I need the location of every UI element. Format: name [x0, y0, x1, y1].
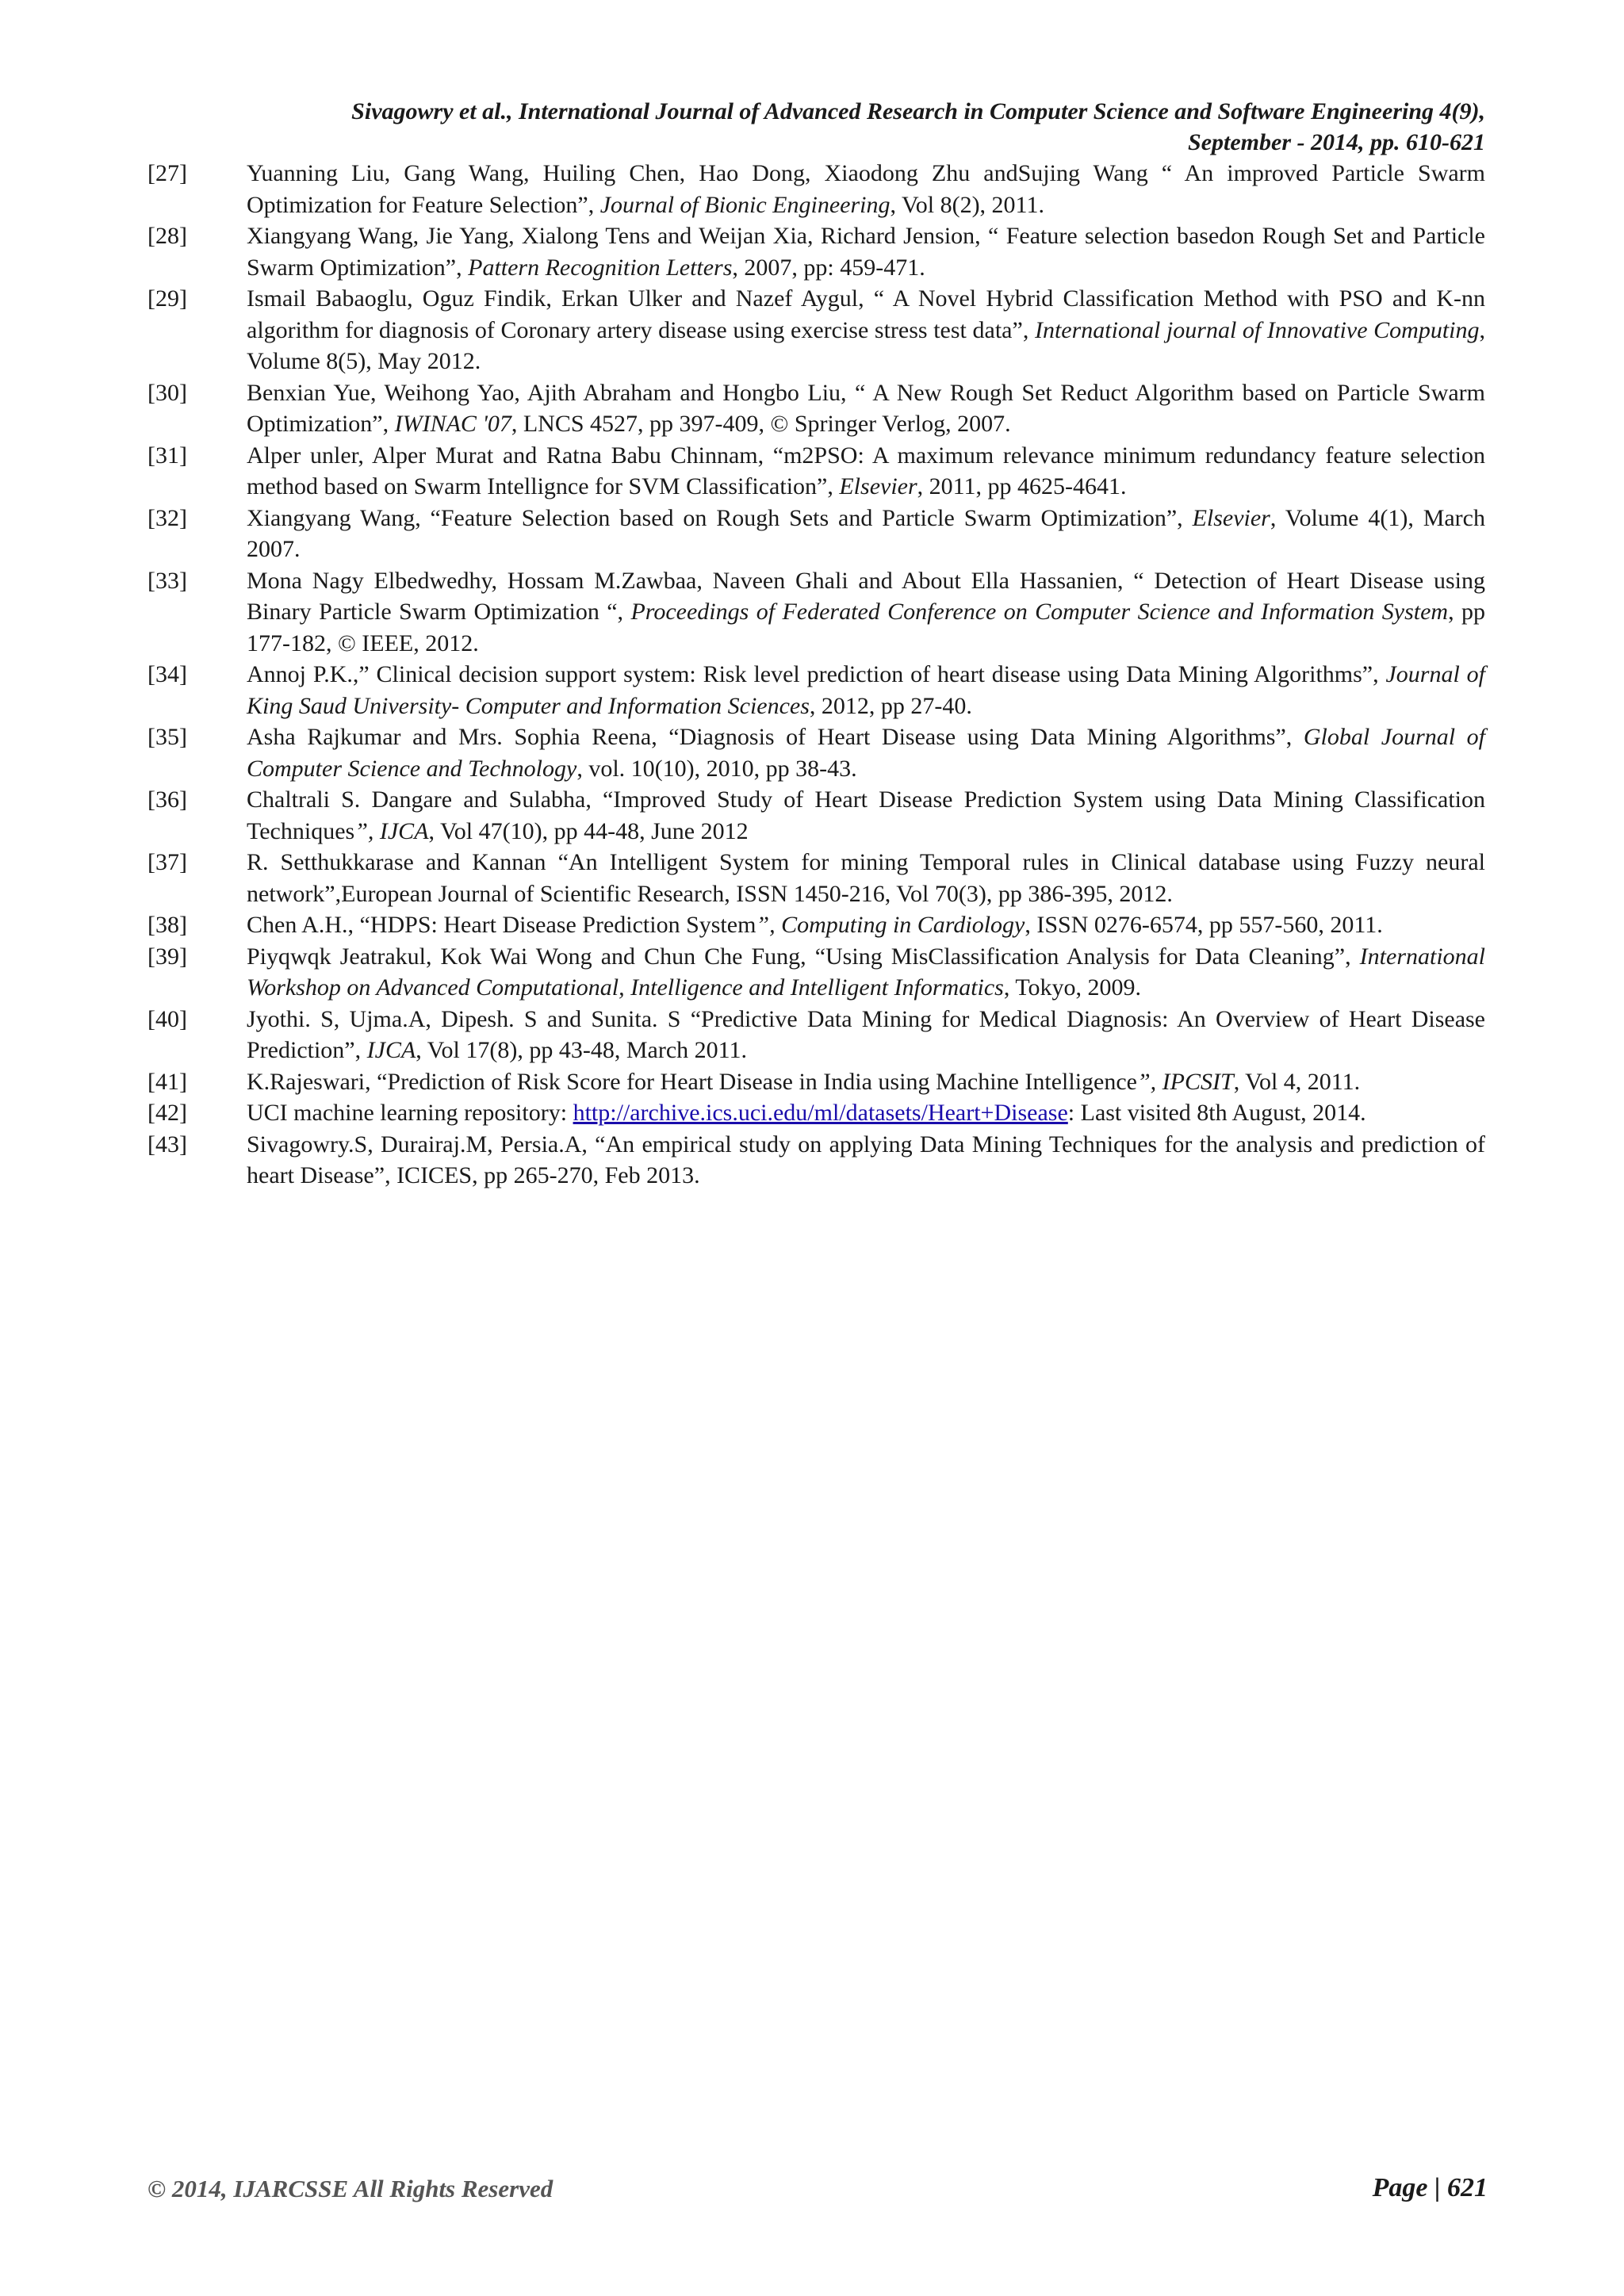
- reference-segment: Alper unler, Alper Murat and Ratna Babu Chinnam, “m2PSO: A maximum relevance minimum redundancy feature selection method based on Swarm Intellignce for SVM Classification”,: [247, 442, 1485, 499]
- reference-segment: , Vol 4, 2011.: [1233, 1068, 1361, 1095]
- reference-segment: , Vol 8(2), 2011.: [890, 191, 1044, 218]
- reference-number: [33]: [147, 567, 187, 594]
- reference-item: [147, 220, 1485, 283]
- reference-item: [147, 659, 1485, 721]
- reference-text: [247, 377, 1485, 440]
- reference-source-italic: Journal of Bionic Engineering: [599, 191, 891, 218]
- reference-text: [247, 847, 1485, 909]
- reference-segment: R. Setthukkarase and Kannan “An Intelligent System for mining Temporal rules in Clinical database using Fuzzy neural network”,European Journal of Scientific Research, ISSN 1450-216, Vol 70(3), pp 386-395, 2012.: [247, 849, 1485, 907]
- copyright-footer: © 2014, IJARCSSE All Rights Reserved: [147, 2175, 553, 2202]
- reference-text: [247, 283, 1485, 377]
- reference-text: [247, 1004, 1485, 1066]
- reference-segment: Benxian Yue, Weihong Yao, Ajith Abraham and Hongbo Liu, “ A New Rough Set Reduct Algorithm based on Particle Swarm Optimization”,: [247, 379, 1485, 437]
- reference-text: [247, 158, 1485, 220]
- reference-segment: Chen A.H., “HDPS: Heart Disease Prediction System: [247, 912, 756, 938]
- reference-item: [147, 721, 1485, 784]
- reference-text: [247, 784, 1485, 847]
- reference-segment: , 2011, pp 4625-4641.: [917, 473, 1127, 499]
- reference-number: [34]: [147, 661, 187, 687]
- reference-segment: Asha Rajkumar and Mrs. Sophia Reena, “Diagnosis of Heart Disease using Data Mining Algorithms”,: [247, 724, 1304, 750]
- reference-text: [247, 909, 1485, 941]
- reference-source-italic: IJCA: [366, 1037, 416, 1063]
- reference-number: [35]: [147, 724, 187, 750]
- reference-segment: , Volume 8(5), May 2012.: [247, 316, 1486, 374]
- reference-number: [32]: [147, 504, 187, 531]
- reference-source-italic: Global Journal of Computer Science and Technology: [247, 724, 1485, 782]
- reference-number: [38]: [147, 912, 187, 938]
- reference-source-italic: International Workshop on Advanced Computational, Intelligence and Intelligent Informatics: [247, 943, 1485, 1001]
- reference-segment: : Last visited 8th August, 2014.: [1067, 1100, 1366, 1126]
- reference-text: [247, 941, 1485, 1004]
- reference-number: [36]: [147, 786, 187, 813]
- reference-text: [247, 721, 1485, 784]
- header-line-1: Sivagowry et al., International Journal of Advanced Research in Computer Science and Software Engineering 4(9),: [351, 98, 1485, 124]
- reference-item: [147, 158, 1485, 220]
- reference-segment: Xiangyang Wang, Jie Yang, Xialong Tens and Weijan Xia, Richard Jension, “ Feature selection basedon Rough Set and Particle Swarm Optimization”,: [247, 223, 1485, 281]
- reference-number: [43]: [147, 1131, 187, 1158]
- reference-text: [247, 659, 1485, 721]
- reference-text: [247, 503, 1485, 565]
- reference-segment: , Vol 17(8), pp 43-48, March 2011.: [416, 1037, 748, 1063]
- running-header: [151, 96, 1485, 158]
- reference-item: [147, 503, 1485, 565]
- reference-segment: , vol. 10(10), 2010, pp 38-43.: [576, 755, 857, 782]
- reference-number: [42]: [147, 1100, 187, 1126]
- reference-item: [147, 1097, 1485, 1129]
- reference-source-italic: Elsevier: [839, 473, 917, 499]
- reference-source-italic: ”, Computing in Cardiology: [756, 912, 1025, 938]
- reference-number: [37]: [147, 849, 187, 875]
- reference-text: [247, 220, 1485, 283]
- reference-segment: UCI machine learning repository:: [247, 1100, 573, 1126]
- reference-source-italic: IWINAC '07: [394, 411, 511, 437]
- page-number: Page | 621: [1372, 2173, 1488, 2202]
- reference-item: [147, 784, 1485, 847]
- reference-number: [29]: [147, 285, 187, 312]
- reference-segment: Xiangyang Wang, “Feature Selection based on Rough Sets and Particle Swarm Optimization”,: [247, 504, 1193, 531]
- reference-source-italic: Pattern Recognition Letters: [468, 254, 733, 281]
- reference-segment: , Volume 4(1), March 2007.: [247, 504, 1485, 562]
- reference-item: [147, 847, 1485, 909]
- reference-segment: , LNCS 4527, pp 397-409, © Springer Verlog, 2007.: [511, 411, 1011, 437]
- reference-item: [147, 1129, 1485, 1192]
- reference-number: [40]: [147, 1005, 187, 1032]
- reference-source-italic: Proceedings of Federated Conference on Computer Science and Information System: [630, 599, 1449, 625]
- reference-segment: Sivagowry.S, Durairaj.M, Persia.A, “An empirical study on applying Data Mining Techniques for the analysis and prediction of heart Disease”, ICICES, pp 265-270, Feb 2013.: [247, 1131, 1485, 1188]
- reference-item: [147, 565, 1485, 660]
- reference-text: [247, 1066, 1485, 1098]
- reference-link[interactable]: http://archive.ics.uci.edu/ml/datasets/Heart+Disease: [573, 1100, 1068, 1126]
- reference-number: [41]: [147, 1068, 187, 1095]
- header-line-2: September - 2014, pp. 610-621: [1188, 129, 1485, 155]
- reference-item: [147, 440, 1485, 503]
- reference-number: [27]: [147, 160, 187, 186]
- reference-segment: Jyothi. S, Ujma.A, Dipesh. S and Sunita. S “Predictive Data Mining for Medical Diagnosis: An Overview of Heart Disease Prediction”,: [247, 1005, 1485, 1063]
- reference-number: [30]: [147, 379, 187, 406]
- reference-number: [28]: [147, 223, 187, 249]
- reference-text: [247, 1129, 1485, 1192]
- reference-item: [147, 941, 1485, 1004]
- reference-segment: K.Rajeswari, “Prediction of Risk Score for Heart Disease in India using Machine Intelligence: [247, 1068, 1137, 1095]
- reference-segment: Yuanning Liu, Gang Wang, Huiling Chen, Hao Dong, Xiaodong Zhu andSujing Wang “ An improved Particle Swarm Optimization for Feature Selection”,: [247, 160, 1485, 218]
- reference-source-italic: ”, IPCSIT: [1137, 1068, 1234, 1095]
- reference-number: [39]: [147, 943, 187, 970]
- reference-item: [147, 377, 1485, 440]
- reference-segment: , pp 177-182, © IEEE, 2012.: [247, 599, 1485, 656]
- reference-number: [31]: [147, 442, 187, 469]
- reference-segment: Annoj P.K.,” Clinical decision support system: Risk level prediction of heart disease using Data Mining Algorithms”,: [247, 661, 1386, 687]
- reference-segment: Piyqwqk Jeatrakul, Kok Wai Wong and Chun Che Fung, “Using MisClassification Analysis for Data Cleaning”,: [247, 943, 1360, 970]
- reference-item: [147, 1066, 1485, 1098]
- reference-source-italic: Elsevier: [1192, 504, 1270, 531]
- reference-segment: , Vol 47(10), pp 44-48, June 2012: [428, 817, 749, 844]
- reference-segment: , 2012, pp 27-40.: [809, 692, 972, 719]
- reference-segment: Chaltrali S. Dangare and Sulabha, “Improved Study of Heart Disease Prediction System using Data Mining Classification Techniques: [247, 786, 1485, 844]
- reference-list: [147, 158, 1485, 1192]
- reference-segment: , 2007, pp: 459-471.: [732, 254, 925, 281]
- reference-segment: , Tokyo, 2009.: [1003, 974, 1142, 1001]
- reference-text: [247, 565, 1485, 660]
- reference-item: [147, 1004, 1485, 1066]
- reference-source-italic: International journal of Innovative Computing: [1034, 316, 1480, 343]
- reference-text: [247, 440, 1485, 503]
- reference-text: [247, 1097, 1485, 1129]
- reference-source-italic: Journal of King Saud University- Computer and Information Sciences: [247, 661, 1485, 719]
- reference-segment: , ISSN 0276-6574, pp 557-560, 2011.: [1025, 912, 1383, 938]
- reference-item: [147, 909, 1485, 941]
- reference-segment: Ismail Babaoglu, Oguz Findik, Erkan Ulker and Nazef Aygul, “ A Novel Hybrid Classification Method with PSO and K-nn algorithm for diagnosis of Coronary artery disease using exercise stress test data”,: [247, 285, 1485, 343]
- reference-source-italic: ”, IJCA: [354, 817, 429, 844]
- reference-segment: Mona Nagy Elbedwedhy, Hossam M.Zawbaa, Naveen Ghali and About Ella Hassanien, “ Detection of Heart Disease using Binary Particle Swarm Optimization “,: [247, 567, 1485, 625]
- reference-item: [147, 283, 1485, 377]
